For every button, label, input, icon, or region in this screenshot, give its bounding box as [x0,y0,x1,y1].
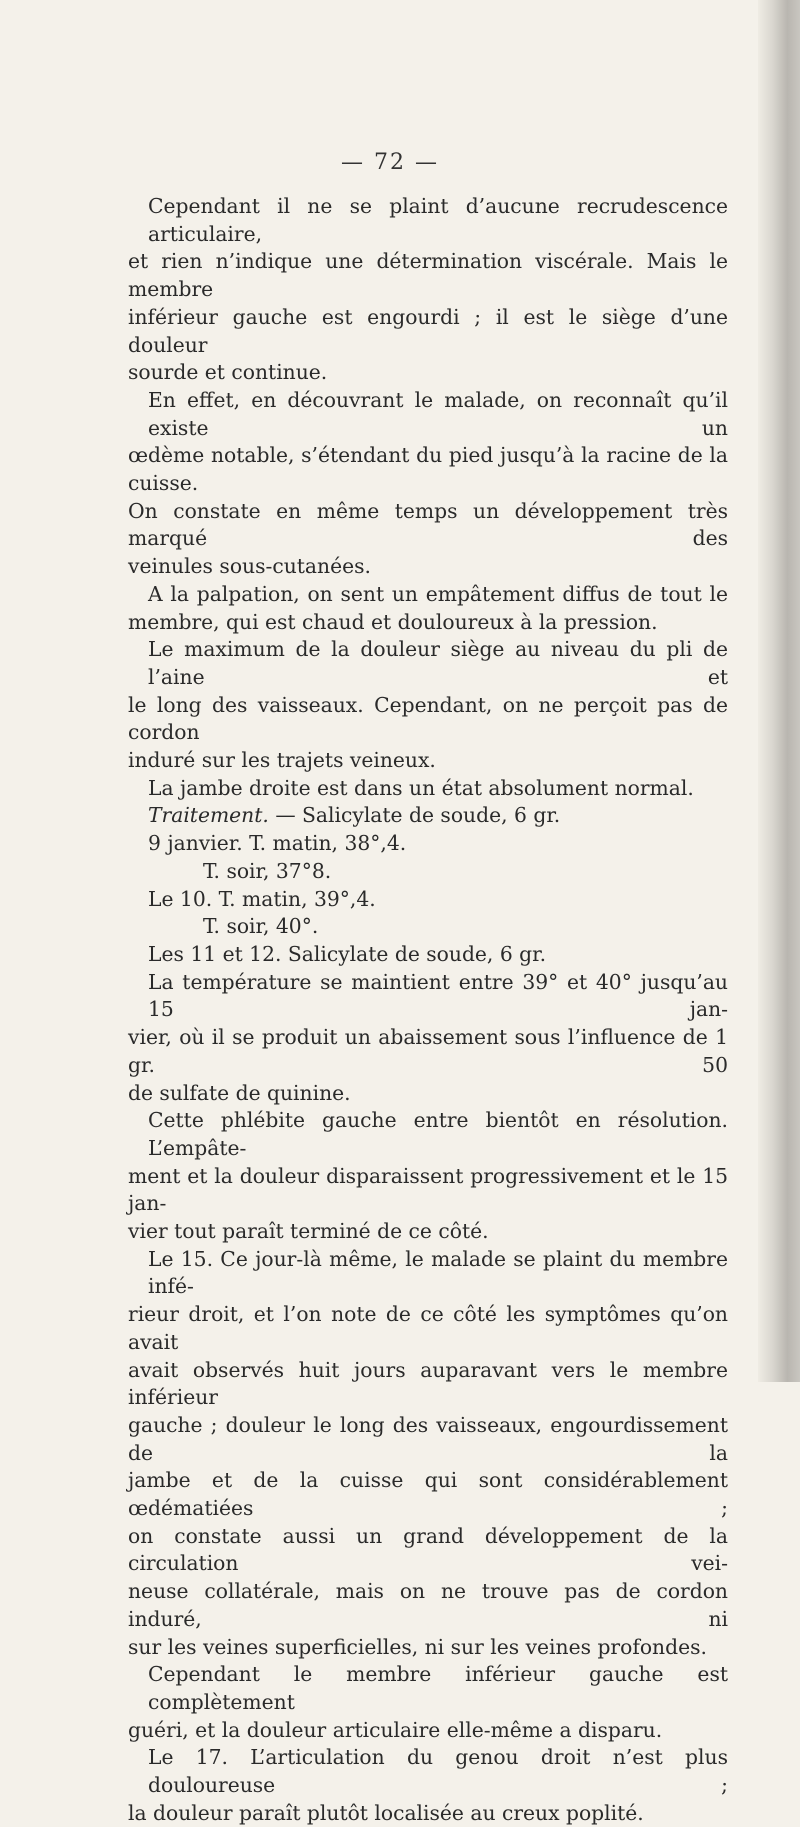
text-line: Les 11 et 12. Salicylate de soude, 6 gr. [148,941,547,966]
page-number: — 72 — [341,150,439,175]
text-line: On constate en même temps un développement très marqué des [128,498,728,551]
text-line: En effet, en découvrant le malade, on reconnaît qu’il existe un [148,387,728,440]
text-line: sur les veines superficielles, ni sur les veines profondes. [128,1634,707,1659]
text-line: gauche ; douleur le long des vaisseaux, engourdissement de la [128,1412,728,1465]
text-line [128,802,728,830]
text-line: induré sur les trajets veineux. [128,748,436,773]
text-line: 9 janvier. T. matin, 38°,4. [148,831,407,856]
body-text [128,193,728,1827]
text-line: neuse collatérale, mais on ne trouve pas de cordon induré, ni [128,1579,728,1631]
text-line: La température se maintient entre 39° et 40° jusqu’au 15 jan- [148,969,728,1022]
text-line: vier tout paraît terminé de ce côté. [128,1219,489,1244]
text-line: Le maximum de la douleur siège au niveau du pli de l’aine et [148,637,728,689]
text-line: T. soir, 37°8. [203,858,332,883]
text-line: de sulfate de quinine. [128,1080,351,1105]
text-line: vier, où il se produit un abaissement sous l’influence de 1 gr. 50 [128,1025,728,1077]
page-edge-shadow [758,0,800,1382]
text-line: La jambe droite est dans un état absolument normal. [148,775,694,800]
text-line: ment et la douleur disparaissent progressivement et le 15 jan- [128,1163,728,1216]
text-line: la douleur paraît plutôt localisée au creux poplité. [128,1800,644,1825]
text-line: inférieur gauche est engourdi ; il est le siège d’une douleur [128,304,728,357]
text-line: jambe et de la cuisse qui sont considérablement œdématiées ; [128,1468,728,1521]
text-line: Le 17. L’articulation du genou droit n’est plus douloureuse ; [148,1745,728,1798]
text-line: Le 15. Ce jour-là même, le malade se plaint du membre infé- [148,1246,728,1299]
text-line: le long des vaisseaux. Cependant, on ne perçoit pas de cordon [128,692,728,745]
text-line: Cependant il ne se plaint d’aucune recrudescence articulaire, [148,194,728,246]
text-line: T. soir, 40°. [203,914,319,939]
text-line: rieur droit, et l’on note de ce côté les symptômes qu’on avait [128,1302,728,1354]
text-line: œdème notable, s’étendant du pied jusqu’à la racine de la cuisse. [128,443,728,496]
text-line: Cependant le membre inférieur gauche est complètement [148,1662,728,1714]
text-line: Cette phlébite gauche entre bientôt en résolution. L’empâte- [148,1108,728,1160]
text-line: avait observés huit jours auparavant vers le membre inférieur [128,1357,728,1410]
text-line: Le 10. T. matin, 39°,4. [148,886,376,911]
treatment-label: Traitement. [148,803,269,828]
text-line: guéri, et la douleur articulaire elle-même a disparu. [128,1717,663,1742]
treatment-text: — Salicylate de soude, 6 gr. [275,803,561,828]
text-line: sourde et continue. [128,360,328,385]
text-line: on constate aussi un grand développement de la circulation vei- [128,1523,728,1576]
text-line: A la palpation, on sent un empâtement diffus de tout le [148,581,728,606]
text-line: et rien n’indique une détermination viscérale. Mais le membre [128,249,728,302]
text-line: membre, qui est chaud et douloureux à la pression. [128,609,658,634]
text-line: veinules sous-cutanées. [128,554,371,579]
